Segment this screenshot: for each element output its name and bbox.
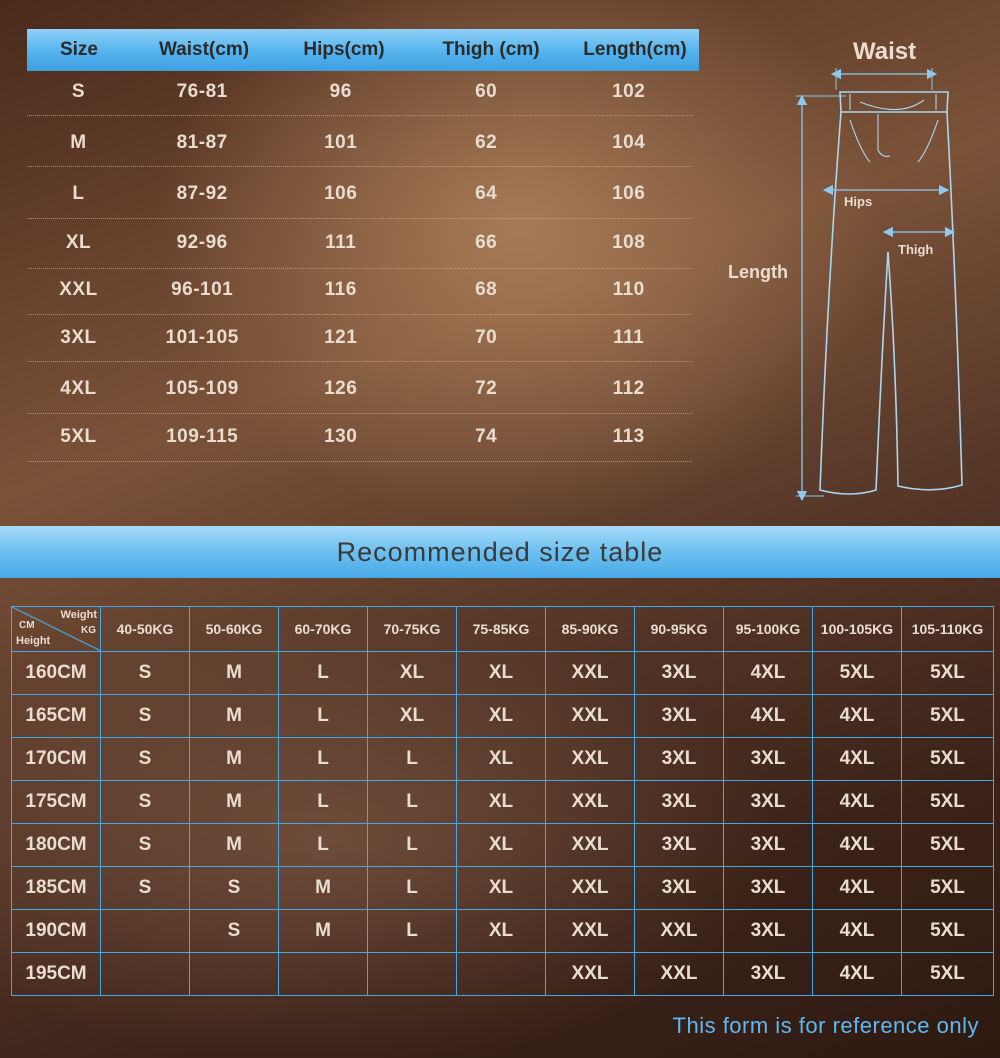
size-table-cell: 130 — [324, 426, 358, 447]
size-table-row — [27, 129, 692, 157]
grid-row — [12, 738, 994, 781]
size-table-cell: 102 — [612, 81, 646, 102]
size-cell: 3XL — [724, 953, 813, 996]
size-table-cell: 109-115 — [166, 426, 239, 447]
corner-cm: CM — [19, 620, 35, 631]
size-cell: S — [101, 781, 190, 824]
weight-header-cell: 100-105KG — [813, 607, 902, 652]
size-table-cell: 4XL — [60, 378, 97, 399]
size-cell: L — [368, 738, 457, 781]
height-cell: 175CM — [12, 781, 101, 824]
size-cell: 3XL — [724, 738, 813, 781]
height-cell: 190CM — [12, 910, 101, 953]
size-cell: XXL — [546, 910, 635, 953]
size-table-cell: 111 — [613, 327, 645, 348]
size-cell: XL — [457, 695, 546, 738]
size-table-cell: 108 — [612, 232, 646, 253]
weight-header-cell: 40-50KG — [101, 607, 190, 652]
grid-header-row — [12, 607, 994, 652]
size-table-cell: 72 — [475, 378, 498, 399]
size-cell: S — [190, 910, 279, 953]
grid-row — [12, 953, 994, 996]
size-cell: 4XL — [724, 695, 813, 738]
height-cell: 195CM — [12, 953, 101, 996]
reference-note: This form is for reference only — [672, 1013, 979, 1038]
size-cell: 3XL — [724, 910, 813, 953]
size-cell: XXL — [546, 953, 635, 996]
size-cell: M — [190, 652, 279, 695]
row-divider — [27, 166, 692, 167]
size-table-cell: 106 — [612, 183, 646, 204]
weight-header-cell: 90-95KG — [635, 607, 724, 652]
size-table-cell: 121 — [324, 327, 358, 348]
size-cell: S — [101, 695, 190, 738]
height-cell: 165CM — [12, 695, 101, 738]
size-cell: M — [190, 781, 279, 824]
grid-corner-cell — [12, 607, 101, 652]
size-cell: XXL — [546, 824, 635, 867]
size-cell: 5XL — [902, 652, 994, 695]
header-length: Length(cm) — [583, 39, 687, 60]
row-divider — [27, 314, 692, 315]
size-cell: S — [101, 824, 190, 867]
size-cell: XL — [457, 867, 546, 910]
size-cell: M — [279, 910, 368, 953]
size-table-cell: 5XL — [60, 426, 97, 447]
size-cell: 5XL — [902, 867, 994, 910]
size-cell: S — [101, 867, 190, 910]
size-cell: S — [101, 738, 190, 781]
header-thigh: Thigh (cm) — [442, 39, 540, 60]
thigh-label: Thigh — [898, 242, 934, 257]
header-size: Size — [59, 39, 99, 60]
weight-header-cell: 70-75KG — [368, 607, 457, 652]
size-table-row — [27, 375, 692, 403]
size-cell: XL — [457, 738, 546, 781]
row-divider — [27, 461, 692, 462]
recommended-size-grid — [11, 606, 994, 996]
size-table-row — [27, 229, 692, 257]
size-cell: 4XL — [813, 824, 902, 867]
size-cell: XXL — [546, 695, 635, 738]
size-cell: XXL — [546, 738, 635, 781]
size-cell: XL — [457, 781, 546, 824]
size-table-cell: 68 — [475, 279, 498, 300]
size-cell — [101, 953, 190, 996]
size-table-cell: 106 — [324, 183, 358, 204]
size-cell: 5XL — [902, 824, 994, 867]
size-table-row — [27, 78, 692, 106]
size-table-row — [27, 276, 692, 304]
size-cell: 3XL — [724, 824, 813, 867]
size-cell — [279, 953, 368, 996]
size-cell: XXL — [635, 953, 724, 996]
size-cell: M — [279, 867, 368, 910]
size-cell — [101, 910, 190, 953]
size-table-cell: 105-109 — [165, 378, 239, 399]
size-table-cell: 116 — [324, 279, 357, 300]
size-table-cell: 60 — [475, 81, 498, 102]
size-cell: XXL — [546, 781, 635, 824]
size-table-cell: 113 — [612, 426, 645, 447]
size-table-cell: 96-101 — [171, 279, 234, 300]
size-cell: 3XL — [724, 781, 813, 824]
size-cell: 3XL — [635, 695, 724, 738]
weight-header-cell: 75-85KG — [457, 607, 546, 652]
size-table-cell: 101 — [324, 132, 358, 153]
size-table-cell: 104 — [612, 132, 646, 153]
size-cell: XXL — [546, 867, 635, 910]
size-table-cell: S — [71, 81, 86, 102]
row-divider — [27, 361, 692, 362]
size-cell: 5XL — [813, 652, 902, 695]
header-waist: Waist(cm) — [158, 39, 250, 60]
size-cell: XL — [457, 910, 546, 953]
size-table-row — [27, 324, 692, 352]
size-cell: 4XL — [813, 738, 902, 781]
size-cell: 4XL — [813, 953, 902, 996]
height-cell: 160CM — [12, 652, 101, 695]
size-table-cell: XL — [65, 232, 92, 253]
size-cell: 5XL — [902, 953, 994, 996]
size-cell: M — [190, 824, 279, 867]
size-cell: XXL — [546, 652, 635, 695]
weight-header-cell: 85-90KG — [546, 607, 635, 652]
corner-weight: Weight — [60, 609, 97, 621]
size-cell — [457, 953, 546, 996]
size-cell: XL — [368, 652, 457, 695]
size-table-header — [27, 29, 699, 71]
size-cell: XL — [457, 824, 546, 867]
size-cell: L — [279, 781, 368, 824]
size-cell: 4XL — [813, 867, 902, 910]
size-cell: M — [190, 738, 279, 781]
grid-row — [12, 652, 994, 695]
size-table-cell: 112 — [612, 378, 645, 399]
size-cell: 3XL — [635, 824, 724, 867]
size-cell: 3XL — [635, 867, 724, 910]
size-cell: 5XL — [902, 781, 994, 824]
size-table-cell: 126 — [324, 378, 358, 399]
size-table-cell: 70 — [475, 327, 498, 348]
weight-header-cell: 50-60KG — [190, 607, 279, 652]
size-cell: 3XL — [635, 652, 724, 695]
weight-header-cell: 95-100KG — [724, 607, 813, 652]
size-cell: XXL — [635, 910, 724, 953]
size-cell: S — [190, 867, 279, 910]
size-table-cell: 96 — [329, 81, 352, 102]
size-table-cell: 3XL — [60, 327, 97, 348]
size-cell: 4XL — [813, 910, 902, 953]
corner-kg: KG — [81, 625, 96, 636]
size-cell: L — [279, 695, 368, 738]
size-cell: 4XL — [813, 781, 902, 824]
pants-measurement-diagram — [700, 30, 1000, 510]
grid-row — [12, 910, 994, 953]
size-cell: L — [279, 738, 368, 781]
row-divider — [27, 218, 692, 219]
length-label: Length — [728, 262, 788, 282]
size-cell: 5XL — [902, 910, 994, 953]
size-cell: L — [368, 781, 457, 824]
size-table-cell: XXL — [59, 279, 98, 300]
size-cell: L — [368, 910, 457, 953]
size-cell: 4XL — [813, 695, 902, 738]
grid-row — [12, 824, 994, 867]
recommended-size-banner — [0, 526, 1000, 578]
size-table-cell: 101-105 — [165, 327, 239, 348]
size-cell: 4XL — [724, 652, 813, 695]
size-table-cell: 62 — [475, 132, 498, 153]
size-cell: S — [101, 652, 190, 695]
grid-row — [12, 867, 994, 910]
weight-header-cell: 105-110KG — [902, 607, 994, 652]
size-table-cell: 76-81 — [176, 81, 228, 102]
size-cell: XL — [457, 652, 546, 695]
size-table-cell: M — [70, 132, 87, 153]
size-table-cell: 87-92 — [176, 183, 228, 204]
height-cell: 170CM — [12, 738, 101, 781]
weight-header-cell: 60-70KG — [279, 607, 368, 652]
size-cell: 3XL — [635, 738, 724, 781]
size-table-cell: 74 — [475, 426, 498, 447]
header-hips: Hips(cm) — [303, 39, 385, 60]
size-table-cell: 111 — [325, 232, 357, 253]
size-table-cell: 110 — [612, 279, 645, 300]
size-table-row — [27, 180, 692, 208]
size-cell: 3XL — [724, 867, 813, 910]
size-cell — [368, 953, 457, 996]
hips-label: Hips — [844, 194, 873, 209]
corner-height: Height — [16, 635, 51, 647]
size-cell: L — [368, 824, 457, 867]
size-cell: 5XL — [902, 695, 994, 738]
size-cell: L — [279, 652, 368, 695]
size-cell: 3XL — [635, 781, 724, 824]
size-cell: M — [190, 695, 279, 738]
row-divider — [27, 268, 692, 269]
size-cell: L — [368, 867, 457, 910]
size-table-cell: 92-96 — [176, 232, 228, 253]
size-table-cell: 66 — [475, 232, 498, 253]
size-cell: XL — [368, 695, 457, 738]
height-cell: 180CM — [12, 824, 101, 867]
size-cell: L — [279, 824, 368, 867]
height-cell: 185CM — [12, 867, 101, 910]
grid-row — [12, 781, 994, 824]
size-table-row — [27, 423, 692, 451]
recommended-title: Recommended size table — [336, 536, 664, 567]
size-cell: 5XL — [902, 738, 994, 781]
grid-row — [12, 695, 994, 738]
row-divider — [27, 115, 692, 116]
size-table-cell: 81-87 — [176, 132, 228, 153]
size-cell — [190, 953, 279, 996]
row-divider — [27, 413, 692, 414]
size-table-cell: 64 — [475, 183, 498, 204]
waist-label: Waist — [853, 38, 917, 65]
size-table-cell: L — [72, 183, 85, 204]
